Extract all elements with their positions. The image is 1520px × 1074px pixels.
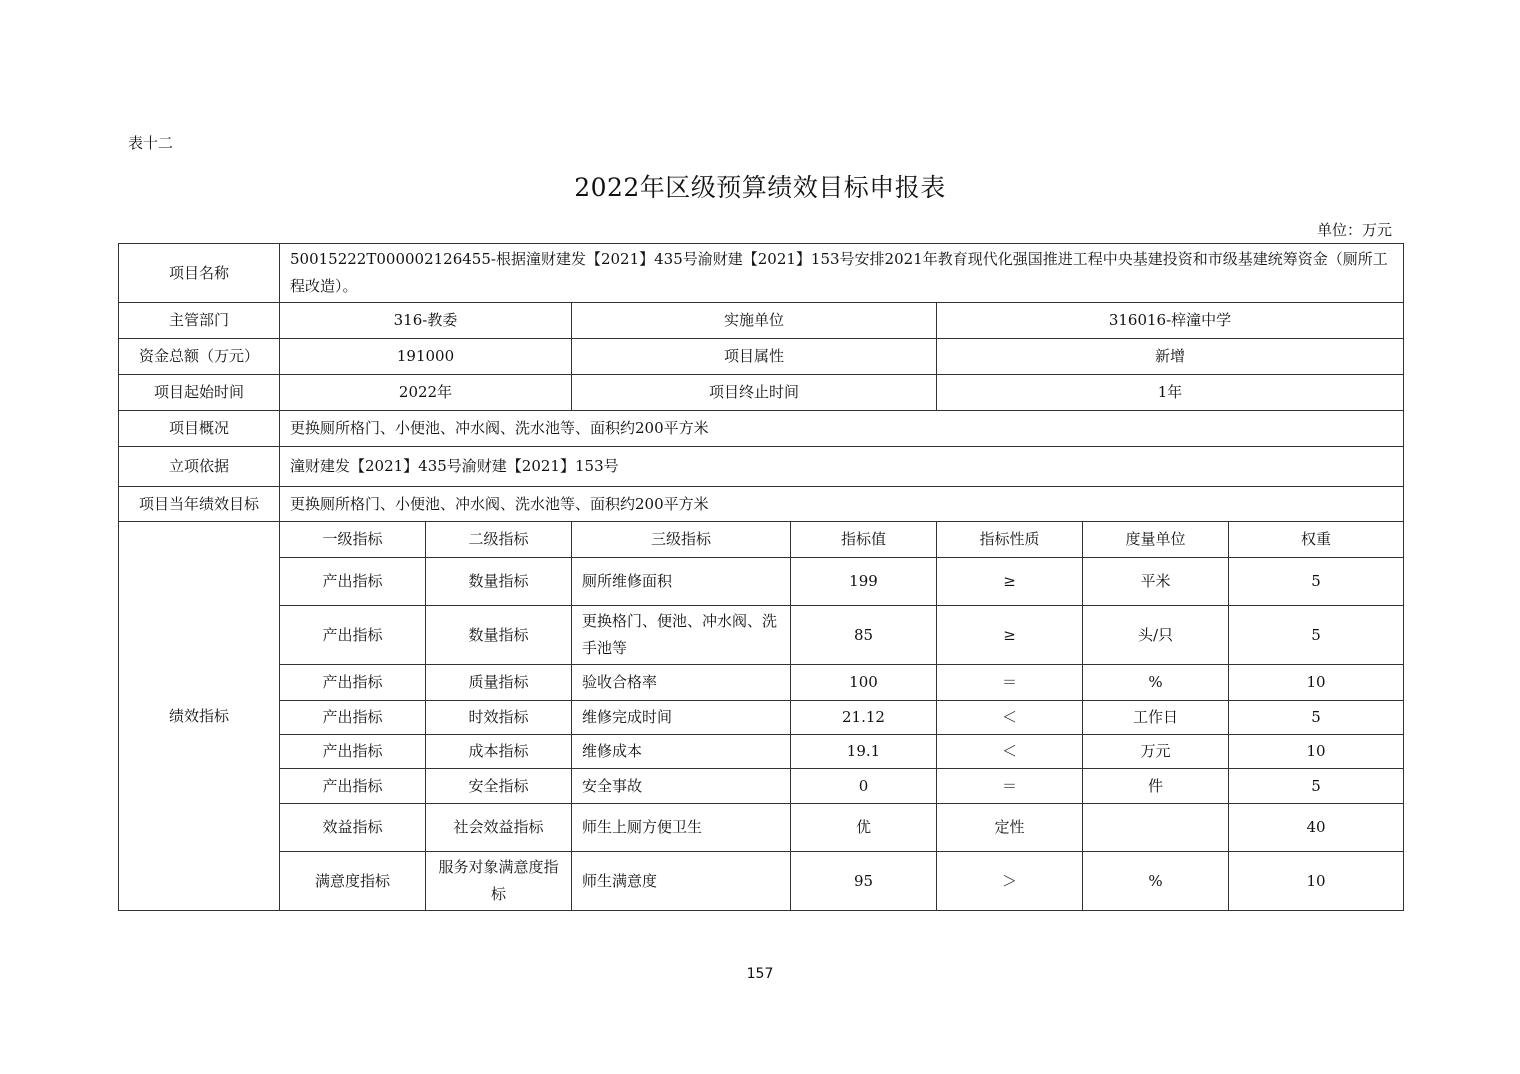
nature-cell: ＜ xyxy=(937,701,1083,735)
header-cell: 指标值 xyxy=(791,522,937,558)
level3-cell: 更换格门、便池、冲水阀、洗手池等 xyxy=(572,606,791,665)
page-title: 2022年区级预算绩效目标申报表 xyxy=(574,173,946,202)
row-department xyxy=(119,303,1404,339)
level2-cell: 成本指标 xyxy=(426,735,572,769)
project-name-label: 项目名称 xyxy=(119,244,280,303)
nature-cell: ≥ xyxy=(937,558,1083,606)
level2-cell: 质量指标 xyxy=(426,665,572,701)
indicator-row xyxy=(119,665,1404,701)
level1-cell: 产出指标 xyxy=(280,769,426,804)
indicator-row xyxy=(119,701,1404,735)
header-cell: 权重 xyxy=(1229,522,1404,558)
impl-unit-label: 实施单位 xyxy=(572,303,937,339)
row-goal xyxy=(119,487,1404,522)
indicator-row xyxy=(119,852,1404,911)
unit-cell: 工作日 xyxy=(1083,701,1229,735)
row-time xyxy=(119,375,1404,411)
impl-unit-value: 316016-梓潼中学 xyxy=(937,303,1404,339)
header-cell: 度量单位 xyxy=(1083,522,1229,558)
attr-value: 新增 xyxy=(937,339,1404,375)
dept-label: 主管部门 xyxy=(119,303,280,339)
level1-cell: 产出指标 xyxy=(280,665,426,701)
level1-cell: 产出指标 xyxy=(280,606,426,665)
level3-cell: 厕所维修面积 xyxy=(572,558,791,606)
end-time-label: 项目终止时间 xyxy=(572,375,937,411)
table-label: 表十二 xyxy=(128,134,174,152)
weight-cell: 5 xyxy=(1229,701,1404,735)
project-name-value: 50015222T000002126455-根据潼财建发【2021】435号渝财建【2021】153号安排2021年教育现代化强国推进工程中央基建投资和市级基建统筹资金（厕所工程改造）。 xyxy=(280,244,1404,303)
nature-cell: ＜ xyxy=(937,735,1083,769)
unit-cell xyxy=(1083,804,1229,852)
page-number: 157 xyxy=(746,966,774,982)
performance-target-table xyxy=(118,243,1404,911)
overview-value: 更换厕所格门、小便池、冲水阀、洗水池等、面积约200平方米 xyxy=(280,411,1404,447)
fund-value: 191000 xyxy=(280,339,572,375)
fund-label: 资金总额（万元） xyxy=(119,339,280,375)
unit-cell: 件 xyxy=(1083,769,1229,804)
level3-cell: 验收合格率 xyxy=(572,665,791,701)
end-time-value: 1年 xyxy=(937,375,1404,411)
header-cell: 一级指标 xyxy=(280,522,426,558)
indicator-row xyxy=(119,558,1404,606)
value-cell: 199 xyxy=(791,558,937,606)
level2-cell: 服务对象满意度指标 xyxy=(426,852,572,911)
nature-cell: ＝ xyxy=(937,769,1083,804)
goal-value: 更换厕所格门、小便池、冲水阀、洗水池等、面积约200平方米 xyxy=(280,487,1404,522)
nature-cell: ≥ xyxy=(937,606,1083,665)
value-cell: 19.1 xyxy=(791,735,937,769)
start-time-value: 2022年 xyxy=(280,375,572,411)
unit-label: 单位：万元 xyxy=(1316,221,1392,239)
level1-cell: 满意度指标 xyxy=(280,852,426,911)
level3-cell: 安全事故 xyxy=(572,769,791,804)
overview-label: 项目概况 xyxy=(119,411,280,447)
level3-cell: 师生上厕方便卫生 xyxy=(572,804,791,852)
level3-cell: 维修成本 xyxy=(572,735,791,769)
goal-label: 项目当年绩效目标 xyxy=(119,487,280,522)
level3-cell: 师生满意度 xyxy=(572,852,791,911)
unit-cell: % xyxy=(1083,852,1229,911)
indicators-section-label: 绩效指标 xyxy=(119,522,280,911)
start-time-label: 项目起始时间 xyxy=(119,375,280,411)
level1-cell: 产出指标 xyxy=(280,558,426,606)
level1-cell: 产出指标 xyxy=(280,735,426,769)
level3-cell: 维修完成时间 xyxy=(572,701,791,735)
level2-cell: 社会效益指标 xyxy=(426,804,572,852)
nature-cell: ＞ xyxy=(937,852,1083,911)
value-cell: 21.12 xyxy=(791,701,937,735)
header-cell: 二级指标 xyxy=(426,522,572,558)
level2-cell: 数量指标 xyxy=(426,558,572,606)
row-basis xyxy=(119,447,1404,487)
weight-cell: 5 xyxy=(1229,558,1404,606)
row-overview xyxy=(119,411,1404,447)
weight-cell: 10 xyxy=(1229,665,1404,701)
indicator-row xyxy=(119,606,1404,665)
value-cell: 0 xyxy=(791,769,937,804)
nature-cell: 定性 xyxy=(937,804,1083,852)
level2-cell: 安全指标 xyxy=(426,769,572,804)
basis-label: 立项依据 xyxy=(119,447,280,487)
indicator-row xyxy=(119,735,1404,769)
basis-value: 潼财建发【2021】435号渝财建【2021】153号 xyxy=(280,447,1404,487)
level1-cell: 效益指标 xyxy=(280,804,426,852)
indicator-row xyxy=(119,769,1404,804)
level2-cell: 数量指标 xyxy=(426,606,572,665)
level2-cell: 时效指标 xyxy=(426,701,572,735)
weight-cell: 40 xyxy=(1229,804,1404,852)
unit-cell: % xyxy=(1083,665,1229,701)
row-project-name xyxy=(119,244,1404,303)
unit-cell: 平米 xyxy=(1083,558,1229,606)
value-cell: 95 xyxy=(791,852,937,911)
weight-cell: 10 xyxy=(1229,735,1404,769)
attr-label: 项目属性 xyxy=(572,339,937,375)
weight-cell: 10 xyxy=(1229,852,1404,911)
value-cell: 优 xyxy=(791,804,937,852)
nature-cell: ＝ xyxy=(937,665,1083,701)
indicator-header-row xyxy=(119,522,1404,558)
weight-cell: 5 xyxy=(1229,606,1404,665)
unit-cell: 万元 xyxy=(1083,735,1229,769)
value-cell: 85 xyxy=(791,606,937,665)
value-cell: 100 xyxy=(791,665,937,701)
header-cell: 三级指标 xyxy=(572,522,791,558)
indicator-row xyxy=(119,804,1404,852)
dept-value: 316-教委 xyxy=(280,303,572,339)
level1-cell: 产出指标 xyxy=(280,701,426,735)
row-fund xyxy=(119,339,1404,375)
header-cell: 指标性质 xyxy=(937,522,1083,558)
unit-cell: 头/只 xyxy=(1083,606,1229,665)
weight-cell: 5 xyxy=(1229,769,1404,804)
